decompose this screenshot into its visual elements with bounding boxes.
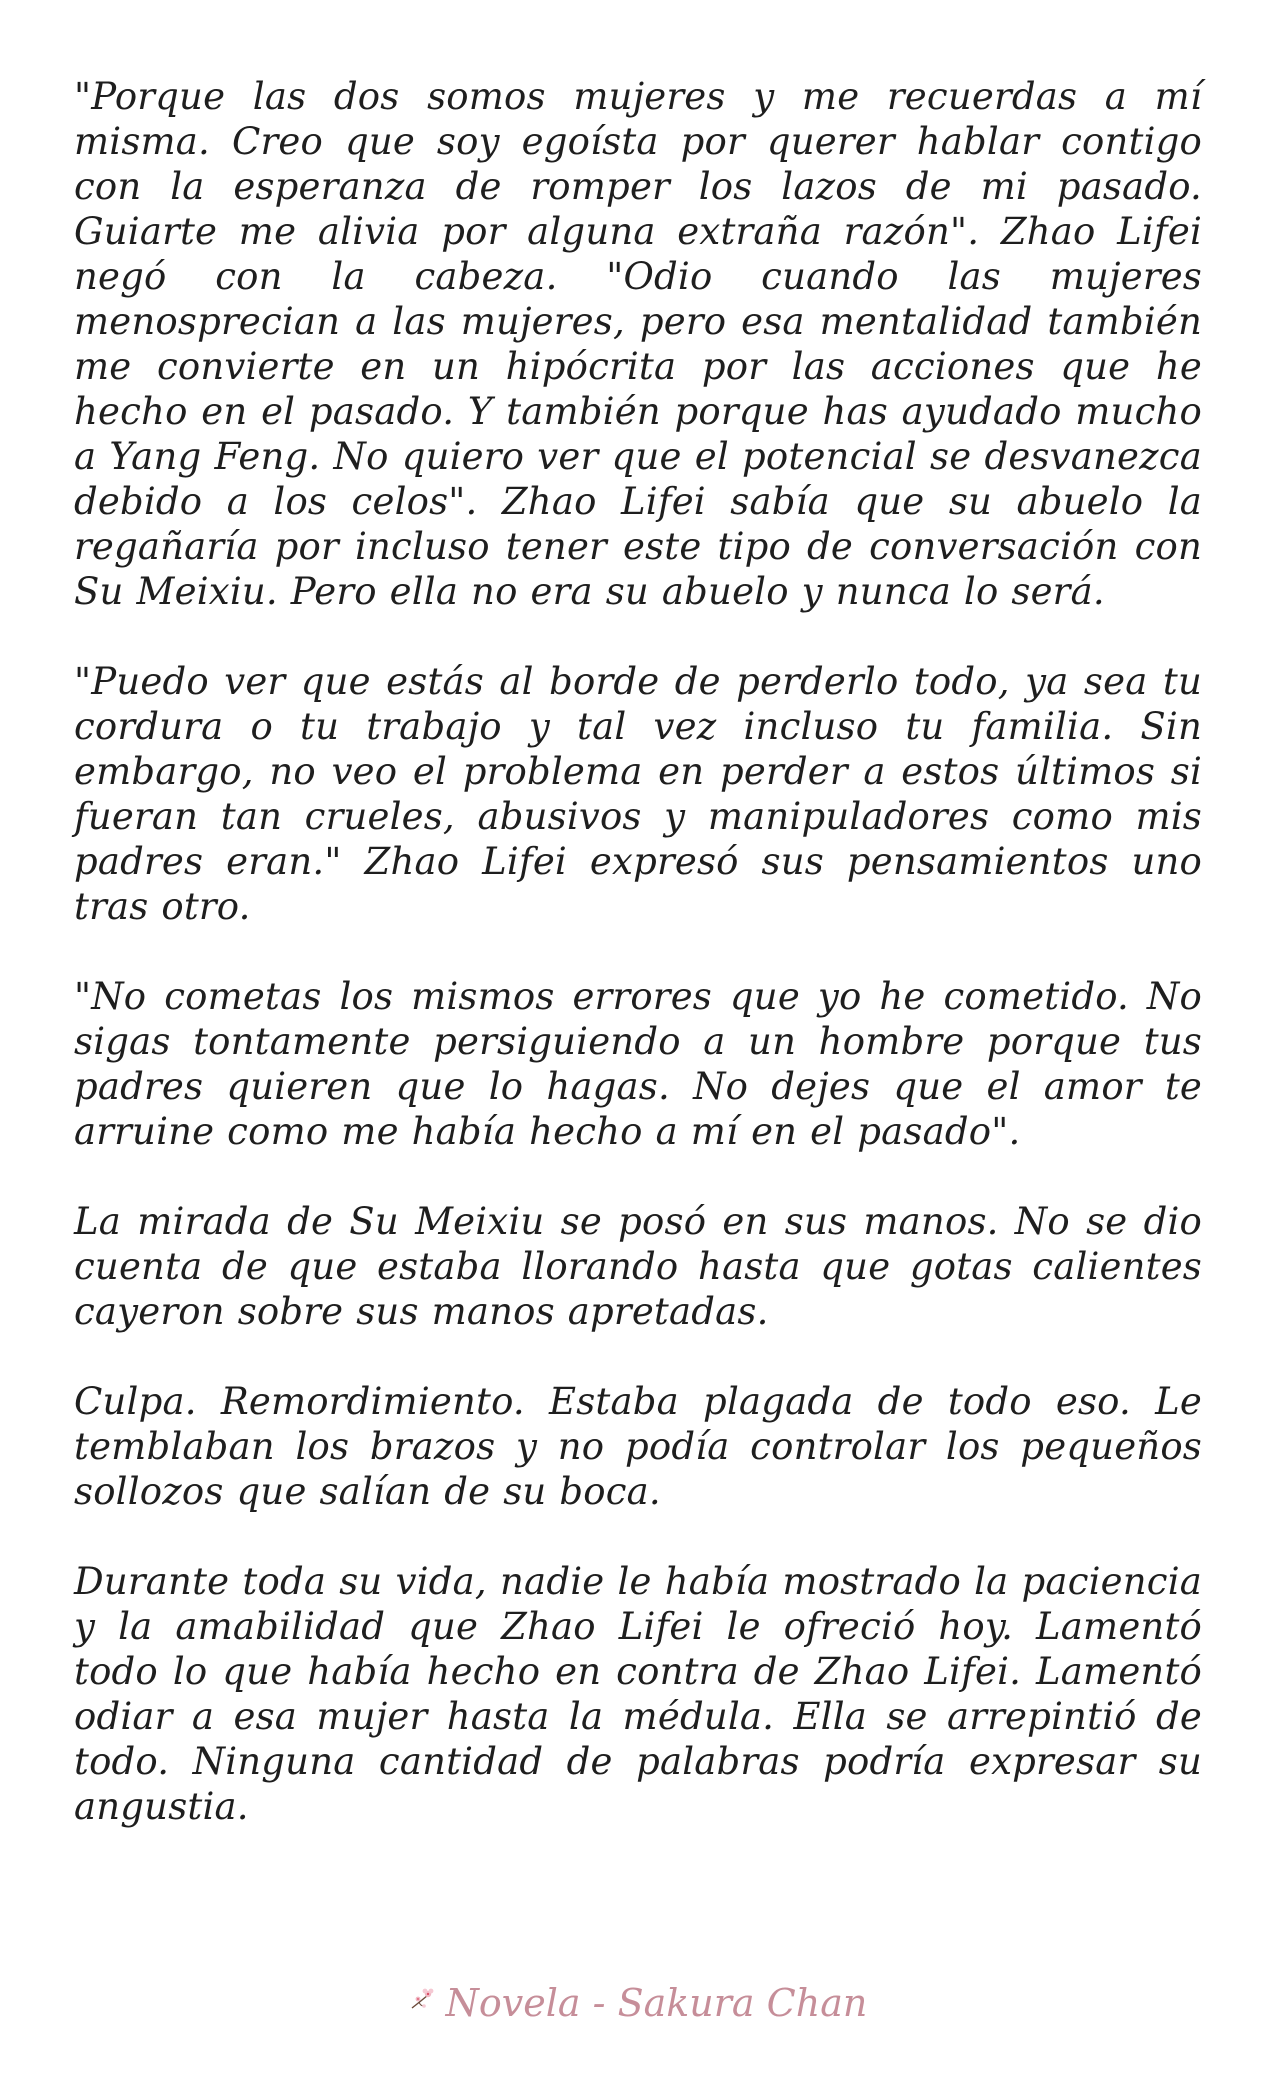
paragraph-1: "Porque las dos somos mujeres y me recuerdas a mí misma. Creo que soy egoísta por querer hablar contigo con la esperanza de romper los lazos de mi pasado. Guiarte me alivia por alguna extraña razón". Zhao Lifei negó con la cabeza. "Odio cuando las mujeres menosprecian a las mujeres, pero esa mentalidad también me convierte en un hipócrita por las acciones que he hecho en el pasado. Y también porque has ayudado mucho a Yang Feng. No quiero ver que el potencial se desvanezca debido a los celos". Zhao Lifei sabía que su abuelo la regañaría por incluso tener este tipo de conversación con Su Meixiu. Pero ella no era su abuelo y nunca lo será. xyxy=(74,75,1202,613)
footer-watermark xyxy=(0,1978,1275,2030)
document-body xyxy=(74,74,1202,1874)
paragraph-4: La mirada de Su Meixiu se posó en sus manos. No se dio cuenta de que estaba llorando hasta que gotas calientes cayeron sobre sus manos apretadas. xyxy=(74,1200,1202,1333)
watermark xyxy=(408,1978,868,2028)
paragraph-5: Culpa. Remordimiento. Estaba plagada de todo eso. Le temblaban los brazos y no podía controlar los pequeños sollozos que salían de su boca. xyxy=(74,1380,1202,1513)
watermark-text: Novela - Sakura Chan xyxy=(445,1981,868,2025)
cherry-blossom-icon xyxy=(408,1984,438,2014)
paragraph-6: Durante toda su vida, nadie le había mostrado la paciencia y la amabilidad que Zhao Lifei le ofreció hoy. Lamentó todo lo que había hecho en contra de Zhao Lifei. Lamentó odiar a esa mujer hasta la médula. Ella se arrepintió de todo. Ninguna cantidad de palabras podría expresar su angustia. xyxy=(74,1560,1202,1828)
paragraph-2: "Puedo ver que estás al borde de perderlo todo, ya sea tu cordura o tu trabajo y tal vez incluso tu familia. Sin embargo, no veo el problema en perder a estos últimos si fueran tan crueles, abusivos y manipuladores como mis padres eran." Zhao Lifei expresó sus pensamientos uno tras otro. xyxy=(74,660,1202,928)
paragraph-3: "No cometas los mismos errores que yo he cometido. No sigas tontamente persiguiendo a un hombre porque tus padres quieren que lo hagas. No dejes que el amor te arruine como me había hecho a mí en el pasado". xyxy=(74,975,1202,1153)
